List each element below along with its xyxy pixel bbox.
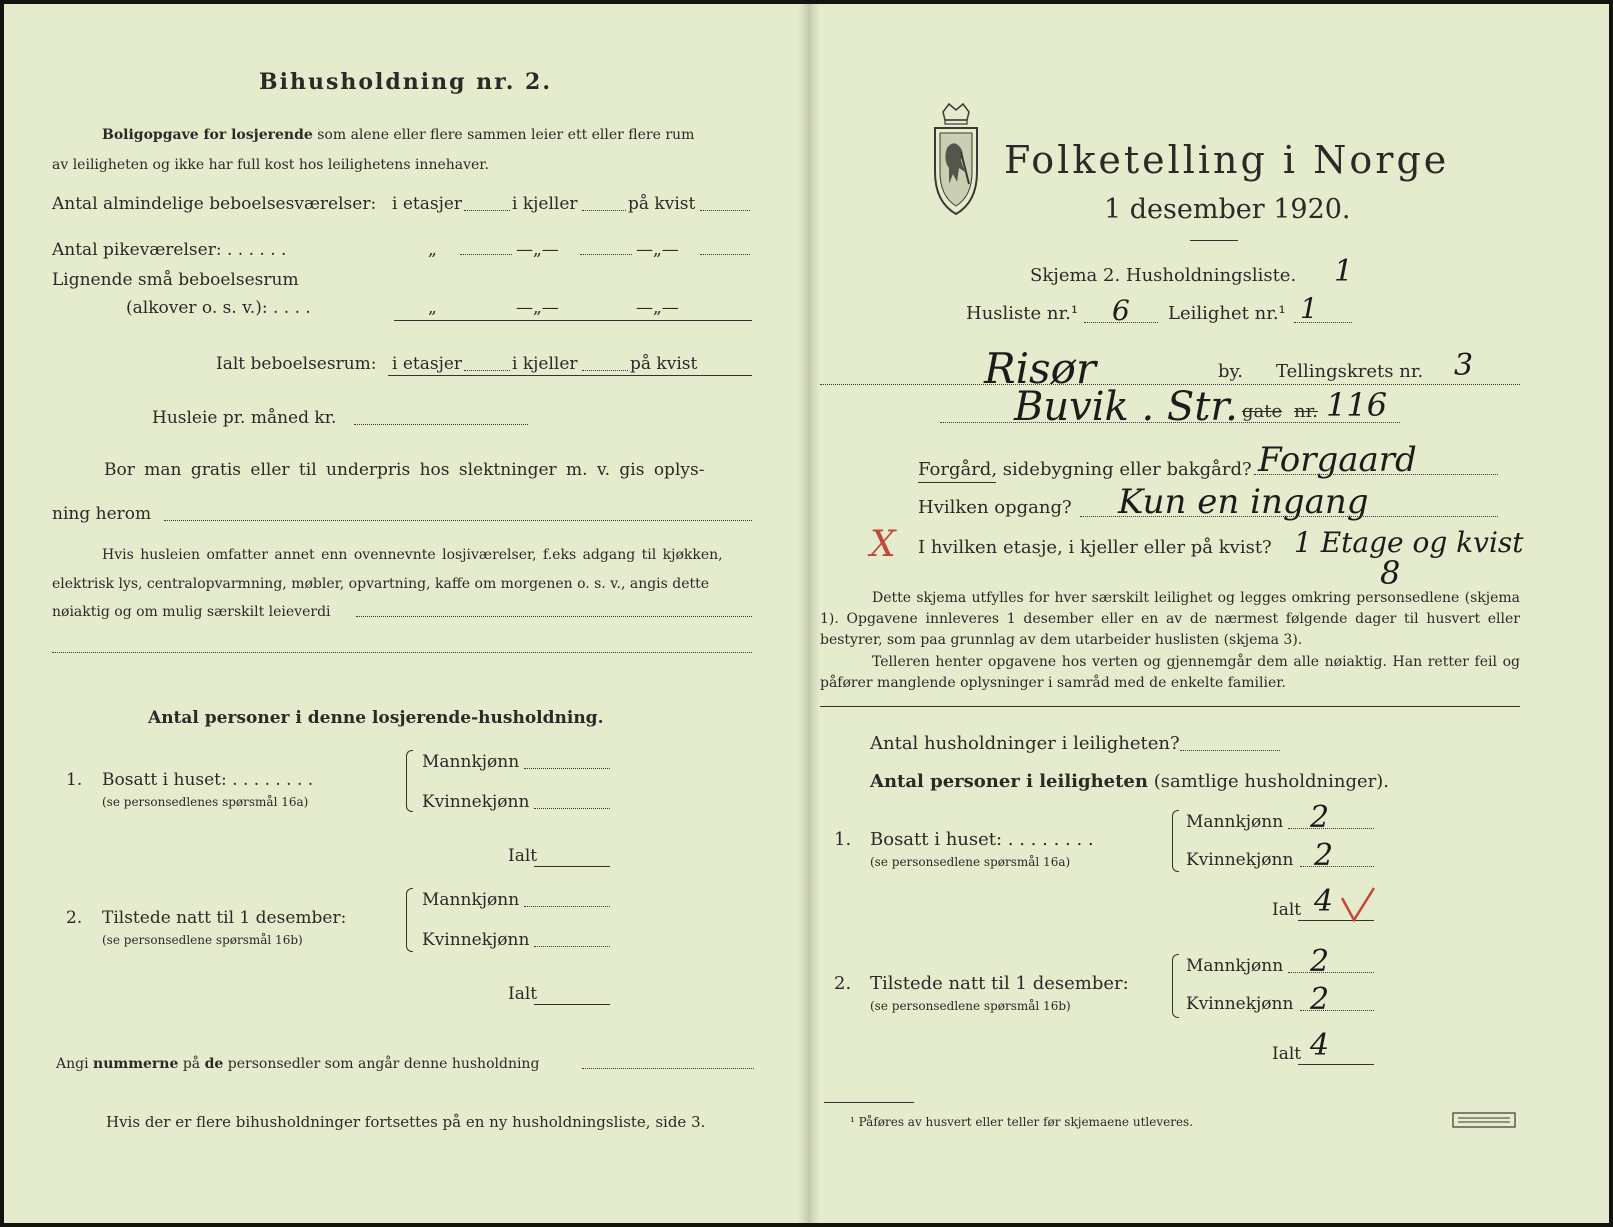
- right-q2-male-value: 2: [1310, 944, 1330, 979]
- rooms-floors-label: i etasjer: [392, 194, 463, 214]
- schema-handwritten: 1: [1334, 254, 1354, 289]
- right-q2-sub: (se personsedlene spørsmål 16b): [870, 999, 1071, 1013]
- left-footer: Hvis der er flere bihusholdninger fortsettes på en ny husholdningsliste, side 3.: [106, 1113, 706, 1131]
- schema-label: Skjema 2. Husholdningsliste.: [1030, 265, 1297, 286]
- instructions-2: Telleren henter opgavene hos verten og gjennemgår dem alle nøiaktig. Han retter feil og påfører manglende oplysninger i samråd med de enkelte familier.: [820, 654, 1520, 691]
- maid-ditto-3: —„—: [636, 240, 679, 260]
- left-q1-male-label: Mannkjønn: [422, 752, 520, 772]
- right-q1-total-red-check-icon: [1338, 884, 1378, 924]
- entrance-line[interactable]: [1080, 516, 1498, 517]
- left-q1-sub: (se personsedlenes spørsmål 16a): [102, 795, 309, 809]
- street-value: Buvik . Str.: [1014, 384, 1238, 430]
- left-title: Bihusholdning nr. 2.: [259, 69, 552, 95]
- floor-red-mark: X: [870, 524, 896, 565]
- total-rooms-underline: [388, 375, 752, 376]
- right-q1-female-value: 2: [1314, 838, 1334, 873]
- right-q2-brace: [1172, 954, 1179, 1018]
- maid-rooms-label: Antal pikeværelser: . . . . . .: [52, 240, 287, 260]
- right-q2-total-label: Ialt: [1272, 1044, 1302, 1064]
- floor-label: I hvilken etasje, i kjeller eller på kvist?: [918, 537, 1272, 558]
- rent-label: Husleie pr. måned kr.: [152, 408, 337, 428]
- krets-label: Tellingskrets nr.: [1276, 361, 1424, 382]
- left-intro-rest: som alene eller flere sammen leier ett eller flere rum: [312, 127, 695, 143]
- left-q2-label: Tilstede natt til 1 desember:: [102, 908, 347, 928]
- similar-ditto-2: —„—: [516, 298, 559, 318]
- floor-value: 1 Etage og kvist: [1294, 526, 1524, 559]
- similar-ditto-1: „: [428, 298, 437, 318]
- left-persons-heading: Antal personer i denne losjerende-husholdning.: [148, 708, 604, 728]
- husliste-label: Husliste nr.¹: [966, 303, 1079, 324]
- right-q2-female-label: Kvinnekjønn: [1186, 994, 1294, 1014]
- right-q1-sub: (se personsedlene spørsmål 16a): [870, 855, 1071, 869]
- census-date: 1 desember 1920.: [1104, 194, 1351, 225]
- right-q1-brace: [1172, 810, 1179, 872]
- entrance-value: Kun en ingang: [1118, 482, 1369, 522]
- rent-extra-line[interactable]: [52, 652, 752, 653]
- page-fold: [798, 4, 820, 1223]
- maid-basement-line[interactable]: [580, 254, 632, 255]
- city-by-label: by.: [1218, 361, 1244, 382]
- right-section-rule: [820, 706, 1520, 707]
- total-rooms-label: Ialt beboelsesrum:: [216, 354, 377, 374]
- right-q1-male-label: Mannkjønn: [1186, 812, 1284, 832]
- right-q2-label: Tilstede natt til 1 desember:: [870, 973, 1129, 994]
- yard-value: Forgaard: [1258, 440, 1417, 480]
- total-floors-line[interactable]: [464, 370, 510, 371]
- yard-line[interactable]: [1254, 474, 1498, 475]
- free-rent-label-2: ning herom: [52, 504, 152, 524]
- right-q1-number: 1.: [834, 829, 852, 850]
- left-q2-total-line[interactable]: [534, 1004, 610, 1005]
- left-q2-total-label: Ialt: [508, 984, 538, 1004]
- left-q2-number: 2.: [66, 908, 83, 928]
- left-q1-female-line[interactable]: [534, 808, 610, 809]
- rooms-attic-line[interactable]: [700, 210, 750, 211]
- maid-ditto-2: —„—: [516, 240, 559, 260]
- printer-stamp-icon: [1452, 1112, 1516, 1128]
- maid-floors-line[interactable]: [460, 254, 512, 255]
- rooms-floors-line[interactable]: [464, 210, 510, 211]
- rent-note-1: Hvis husleien omfatter annet enn ovennevnte losjiværelser, f.eks adgang til kjøkken,: [102, 547, 723, 563]
- main-title: Folketelling i Norge: [1004, 138, 1450, 182]
- rent-note-2: elektrisk lys, centralopvarmning, møbler, opvartning, kaffe om morgenen o. s. v., angis dette: [52, 576, 710, 592]
- similar-rooms-label-1: Lignende små beboelsesrum: [52, 270, 299, 290]
- rooms-attic-label: på kvist: [628, 194, 696, 214]
- left-q2-sub: (se personsedlene spørsmål 16b): [102, 933, 303, 947]
- right-q2-male-line[interactable]: [1288, 972, 1374, 973]
- left-intro-line2: av leiligheten og ikke har full kost hos leilighetens innehaver.: [52, 157, 489, 173]
- city-value: Risør: [984, 344, 1096, 393]
- total-basement-label: i kjeller: [512, 354, 578, 374]
- street-nr-label: nr.: [1294, 401, 1318, 422]
- left-intro-line1: [102, 125, 694, 145]
- left-q2-female-label: Kvinnekjønn: [422, 930, 530, 950]
- left-q1-number: 1.: [66, 770, 83, 790]
- right-q1-total-value: 4: [1314, 884, 1334, 919]
- title-rule: [1190, 240, 1238, 241]
- right-q2-female-value: 2: [1310, 982, 1330, 1017]
- right-q1-female-label: Kvinnekjønn: [1186, 850, 1294, 870]
- right-q2-number: 2.: [834, 973, 852, 994]
- right-q1-female-line[interactable]: [1300, 866, 1374, 867]
- floor-value-2: 8: [1380, 554, 1401, 592]
- left-q1-total-label: Ialt: [508, 846, 538, 866]
- left-q2-male-label: Mannkjønn: [422, 890, 520, 910]
- left-q1-brace: [406, 750, 413, 812]
- rent-line[interactable]: [354, 424, 528, 425]
- street-nr-value: 116: [1326, 386, 1388, 424]
- right-q1-male-value: 2: [1310, 800, 1330, 835]
- left-q1-female-label: Kvinnekjønn: [422, 792, 530, 812]
- maid-attic-line[interactable]: [700, 254, 750, 255]
- total-basement-line[interactable]: [582, 370, 628, 371]
- rooms-basement-line[interactable]: [582, 210, 626, 211]
- left-q2-male-line[interactable]: [524, 906, 610, 907]
- left-q2-female-line[interactable]: [534, 946, 610, 947]
- footnote: ¹ Påføres av husvert eller teller før skjemaene utleveres.: [850, 1115, 1194, 1129]
- free-rent-label-1: Bor man gratis eller til underpris hos slektninger m. v. gis oplys-: [104, 460, 705, 480]
- leilighet-value: 1: [1300, 292, 1318, 325]
- households-line[interactable]: [1180, 750, 1280, 751]
- gate-label: gate: [1242, 401, 1283, 422]
- numbers-label: Angi nummerne på de personsedler som angår denne husholdning: [56, 1056, 540, 1072]
- norway-coat-of-arms-icon: [931, 102, 981, 218]
- entrance-label: Hvilken opgang?: [918, 497, 1072, 518]
- similar-ditto-3: —„—: [636, 298, 679, 318]
- right-q2-male-label: Mannkjønn: [1186, 956, 1284, 976]
- street-line[interactable]: [940, 422, 1400, 423]
- right-q1-male-line[interactable]: [1288, 828, 1374, 829]
- maid-ditto-1: „: [428, 240, 437, 260]
- husliste-value: 6: [1112, 294, 1130, 327]
- left-intro-bold: Boligopgave for losjerende: [102, 127, 313, 143]
- right-q1-total-label: Ialt: [1272, 900, 1302, 920]
- total-floors-label: i etasjer: [392, 354, 463, 374]
- similar-rooms-label-2: (alkover o. s. v.): . . . .: [126, 298, 311, 318]
- numbers-line[interactable]: [582, 1068, 754, 1069]
- left-q2-brace: [406, 888, 413, 952]
- footnote-rule: [824, 1102, 914, 1103]
- right-q1-label: Bosatt i huset: . . . . . . . .: [870, 829, 1094, 850]
- rooms-basement-label: i kjeller: [512, 194, 578, 214]
- census-form-sheet: [4, 4, 1609, 1223]
- rent-note-3: nøiaktig og om mulig særskilt leieverdi: [52, 604, 331, 620]
- krets-value: 3: [1454, 348, 1474, 383]
- left-q1-label: Bosatt i huset: . . . . . . . .: [102, 770, 314, 790]
- free-rent-line[interactable]: [164, 520, 752, 521]
- total-attic-label: på kvist: [630, 354, 698, 374]
- similar-rooms-underline: [394, 320, 752, 321]
- instructions-1: Dette skjema utfylles for hver særskilt leilighet og legges omkring personsedlene (skjema 1). Opgavene innleveres 1 desember eller en av de nærmest følgende dager til husvert eller bestyrer, som paa grunnlag av dem utarbeider huslisten (skjema 3).: [820, 590, 1520, 648]
- right-q2-total-line[interactable]: [1298, 1064, 1374, 1065]
- left-q1-total-line[interactable]: [534, 866, 610, 867]
- left-q1-male-line[interactable]: [524, 768, 610, 769]
- households-label: Antal husholdninger i leiligheten?: [870, 733, 1180, 754]
- yard-forgard-underline: [918, 482, 996, 483]
- right-q2-total-value: 4: [1310, 1028, 1330, 1063]
- right-persons-heading: Antal personer i leiligheten (samtlige husholdninger).: [870, 771, 1390, 792]
- rooms-label: Antal almindelige beboelsesværelser:: [52, 194, 377, 214]
- rent-value-line[interactable]: [356, 616, 752, 617]
- leilighet-label: Leilighet nr.¹: [1168, 303, 1286, 324]
- yard-label: Forgård, sidebygning eller bakgård?: [918, 459, 1252, 480]
